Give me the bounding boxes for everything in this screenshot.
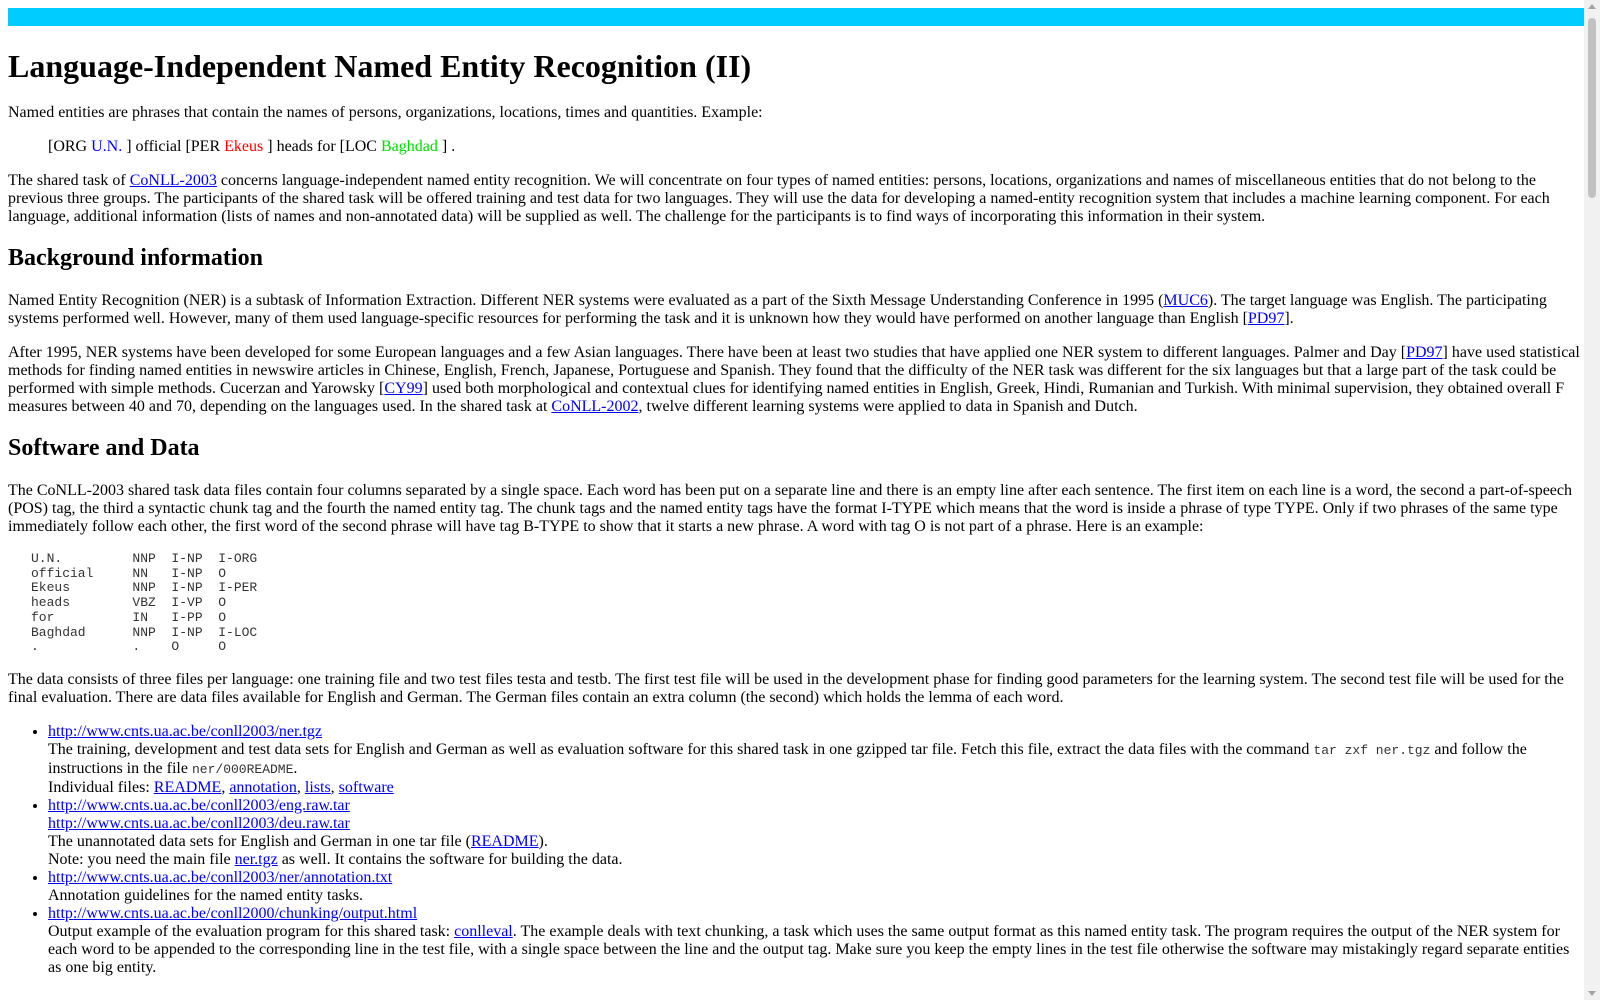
- conll2003-link[interactable]: CoNLL-2003: [129, 172, 217, 189]
- readme-link[interactable]: README: [470, 832, 539, 850]
- example-text: [ORG: [48, 138, 92, 155]
- page-content: [8, 8, 1584, 977]
- separator: ,: [221, 778, 230, 796]
- output-html-link[interactable]: http://www.cnts.ua.ac.be/conll2000/chunking/output.html: [48, 904, 418, 922]
- text: Output example of the evaluation program for this shared task:: [48, 922, 455, 940]
- text: Individual files:: [48, 778, 154, 796]
- background-paragraph-2: [8, 344, 1584, 416]
- lists-link[interactable]: lists: [304, 778, 331, 796]
- example-text: ] official [PER: [122, 138, 225, 155]
- pd97-link[interactable]: PD97: [1247, 310, 1285, 327]
- readme-link[interactable]: README: [153, 778, 222, 796]
- text: Note: you need the main file: [48, 850, 235, 868]
- data-format-paragraph: The CoNLL-2003 shared task data files contain four columns separated by a single space. Each word has been put on a separate line and there is an empty line after each sentence. The first item on each line is a word, the second a part-of-speech (POS) tag, the third a syntactic chunk tag and the fourth the named entity tag. The chunk tags and the named entity tags have the format I-TYPE which means that the word is inside a phrase of type TYPE. Only if two phrases of the same type immediately follow each other, the first word of the second phrase will have tag B-TYPE to show that it starts a new phrase. A word with tag O is not part of a phrase. Here is an example:: [8, 482, 1573, 535]
- org-entity: U.N.: [91, 138, 123, 155]
- software-link[interactable]: software: [338, 778, 394, 796]
- text: The training, development and test data sets for English and German as well as evaluation software for this shared task in one gzipped tar file. Fetch this file, extract the data files with the command: [48, 740, 1314, 758]
- text: ] used both morphological and contextual clues for identifying named entities in English, Greek, Hindi, Rumanian and Turkish. With minimal supervision, they obtained overall F measures between 40 and 70, depending on the languages used. In the shared task at: [8, 380, 1565, 415]
- text: Named Entity Recognition (NER) is a subtask of Information Extraction. Different NER systems were evaluated as a part of the Sixth Message Understanding Conference in 1995 (: [8, 292, 1164, 309]
- per-entity: Ekeus: [224, 138, 264, 155]
- loc-entity: Baghdad: [380, 138, 438, 155]
- text: Annotation guidelines for the named entity tasks.: [48, 886, 364, 904]
- intro-paragraph: Named entities are phrases that contain the names of persons, organizations, locations, times and quantities. Example:: [8, 104, 763, 121]
- cy99-link[interactable]: CY99: [384, 380, 423, 397]
- example-text: ] .: [437, 138, 456, 155]
- download-list: [8, 723, 1584, 977]
- muc6-link[interactable]: MUC6: [1163, 292, 1208, 309]
- software-data-heading: Software and Data: [8, 435, 200, 461]
- text: The unannotated data sets for English and German in one tar file (: [48, 832, 471, 850]
- text: and follow the instructions in the file: [48, 740, 1527, 777]
- list-item: [48, 797, 1584, 869]
- scrollbar-thumb[interactable]: [1588, 18, 1596, 198]
- command-text: tar zxf ner.tgz: [1313, 742, 1431, 758]
- list-item: [48, 869, 1584, 905]
- text: The shared task of: [8, 172, 130, 189]
- background-paragraph-1: [8, 292, 1584, 328]
- ner-tgz-link[interactable]: http://www.cnts.ua.ac.be/conll2003/ner.tgz: [48, 722, 323, 740]
- data-files-paragraph: The data consists of three files per language: one training file and two test files testa and testb. The first test file will be used in the development phase for finding good parameters for the learning system. The second test file will be used for the final evaluation. There are data files available for English and German. The German files contain an extra column (the second) which holds the lemma of each word.: [8, 670, 1564, 706]
- text: After 1995, NER systems have been developed for some European languages and a few Asian languages. There have been at least two studies that have applied one NER system to different languages. Palmer and Day [: [8, 344, 1407, 361]
- text: ). The target language was English. The participating systems performed well. However, many of them used language-specific resources for performing the task and it is unknown how they would have performed on another language than English [: [8, 292, 1547, 327]
- page-title: Language-Independent Named Entity Recognition (II): [8, 48, 752, 84]
- text: .: [293, 759, 298, 777]
- file-path-text: ner/000README: [191, 761, 294, 777]
- shared-task-paragraph: [8, 172, 1584, 226]
- example-text: ] heads for [LOC: [263, 138, 381, 155]
- text: ] have used statistical methods for finding named entities in newswire articles in Chinese, English, French, Japanese, Portuguese and Spanish. They found that the difficulty of the NER task was different for the six languages but that a large part of the task could be performed with simple methods. Cucerzan and Yarowsky [: [8, 344, 1580, 397]
- deu-raw-tar-link[interactable]: http://www.cnts.ua.ac.be/conll2003/deu.raw.tar: [48, 814, 350, 832]
- eng-raw-tar-link[interactable]: http://www.cnts.ua.ac.be/conll2003/eng.raw.tar: [48, 796, 350, 814]
- list-item: [48, 905, 1584, 977]
- entity-example: [48, 138, 1584, 156]
- text: concerns language-independent named entity recognition. We will concentrate on four types of named entities: persons, locations, organizations and names of miscellaneous entities that do not belong to the previous three groups. The participants of the shared task will be offered training and test data for two languages. They will use the data for developing a named-entity recognition system that includes a machine learning component. For each language, additional information (lists of names and non-annotated data) will be supplied as well. The challenge for the participants is to find ways of incorporating this information in their system.: [8, 172, 1550, 225]
- separator: ,: [330, 778, 339, 796]
- annotation-txt-link[interactable]: http://www.cnts.ua.ac.be/conll2003/ner/annotation.txt: [48, 868, 393, 886]
- separator: ,: [296, 778, 305, 796]
- top-color-bar: [8, 8, 1584, 26]
- pd97-link[interactable]: PD97: [1406, 344, 1443, 361]
- annotation-link[interactable]: annotation: [229, 778, 297, 796]
- scroll-up-icon[interactable]: [1588, 4, 1596, 9]
- conlleval-link[interactable]: conlleval: [454, 922, 513, 940]
- background-heading: Background information: [8, 245, 263, 271]
- conll2002-link[interactable]: CoNLL-2002: [551, 398, 639, 415]
- list-item: [48, 723, 1584, 797]
- text: . The example deals with text chunking, a task which uses the same output format as this named entity task. The program requires the output of the NER system for each word to be appended to the corresponding line in the test file, with a single space between the line and the output tag. Make sure you keep the empty lines in the test file otherwise the software may mistakingly regard separate entities as one big entity.: [48, 922, 1570, 976]
- text: , twelve different learning systems were applied to data in Spanish and Dutch.: [638, 398, 1138, 415]
- text: ].: [1284, 310, 1294, 327]
- text: as well. It contains the software for building the data.: [277, 850, 623, 868]
- scroll-down-icon[interactable]: [1588, 991, 1596, 996]
- ner-tgz-link[interactable]: ner.tgz: [234, 850, 278, 868]
- text: ).: [538, 832, 548, 850]
- vertical-scrollbar[interactable]: [1584, 0, 1600, 1000]
- data-example-block: U.N. NNP I-NP I-ORG official NN I-NP O Ekeus NNP I-NP I-PER heads VBZ I-VP O for IN I-PP O Baghdad NNP I-NP I-LOC . . O O: [31, 551, 258, 655]
